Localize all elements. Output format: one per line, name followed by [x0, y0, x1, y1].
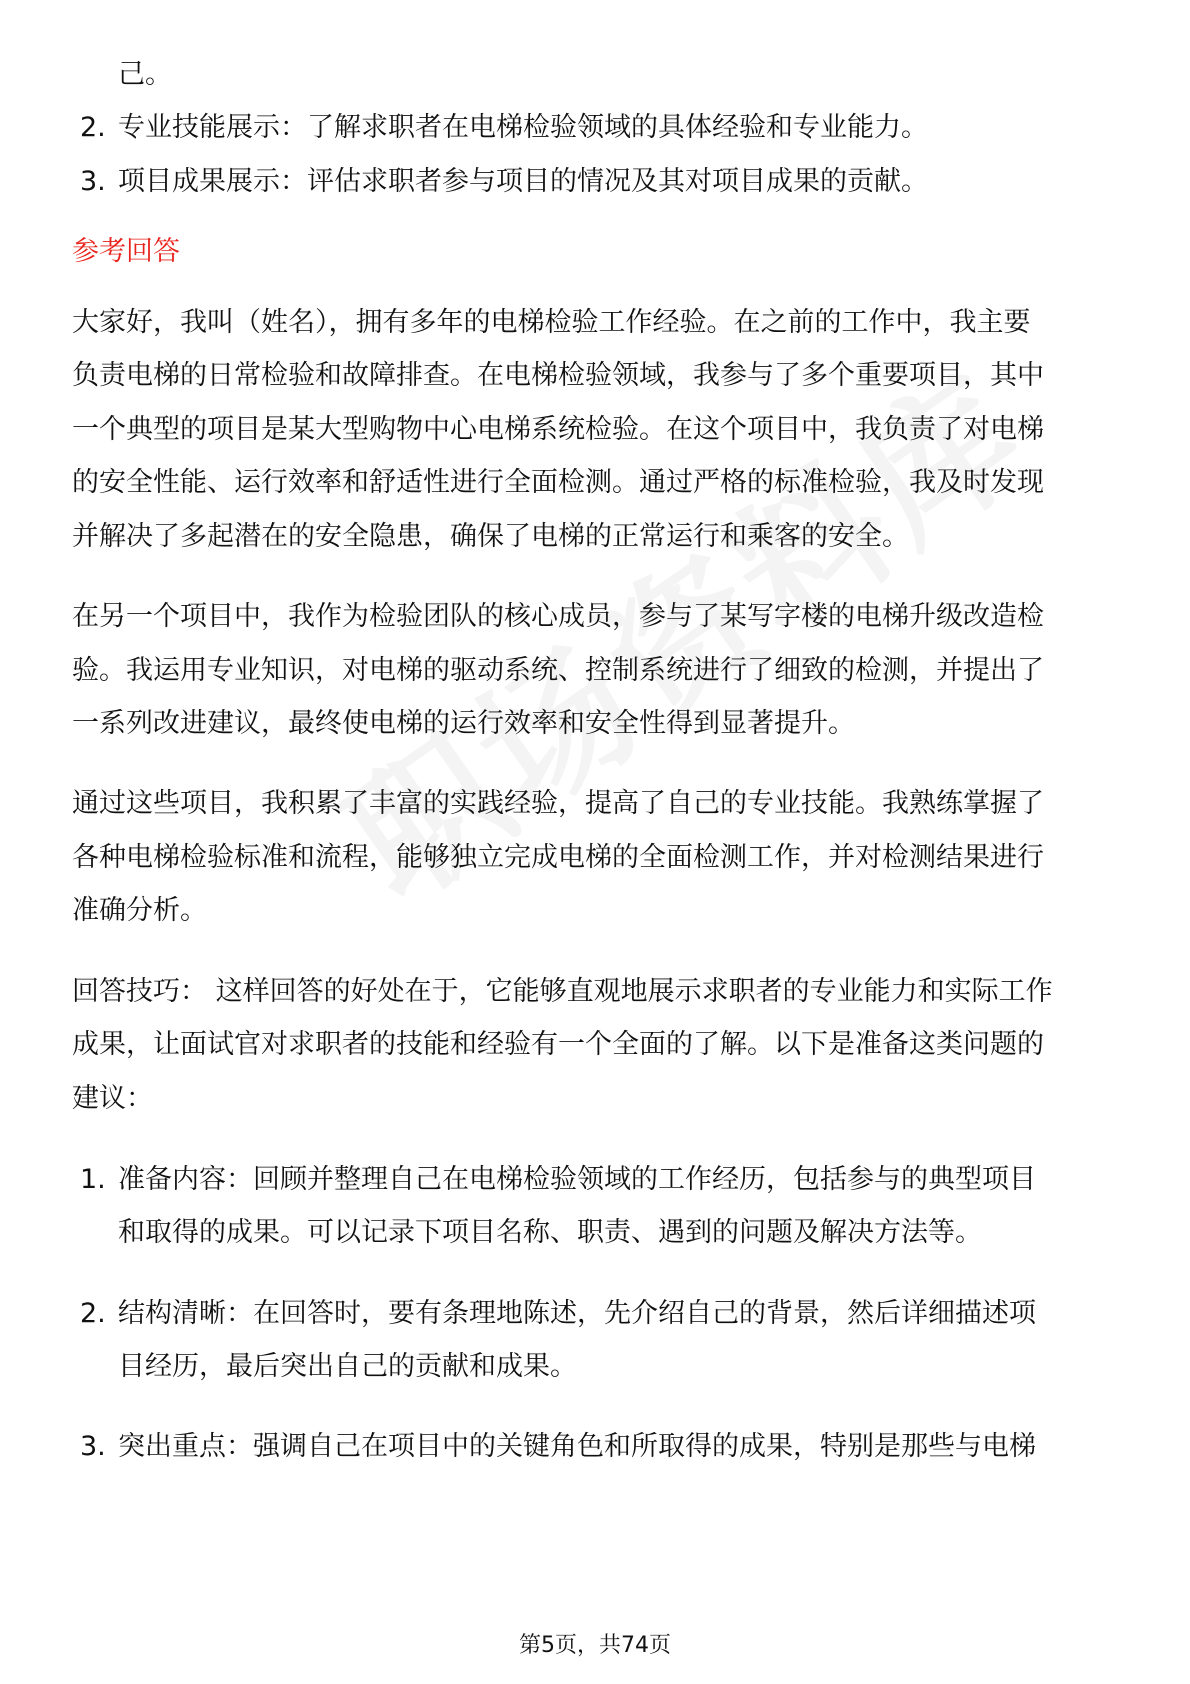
list-number: 1.	[80, 1164, 106, 1195]
paragraph-line: 的安全性能、运行效率和舒适性进行全面检测。通过严格的标准检验，我及时发现	[72, 467, 1044, 498]
paragraph-line: 成果，让面试官对求职者的技能和经验有一个全面的了解。以下是准备这类问题的	[72, 1029, 1044, 1060]
list-number: 3.	[80, 166, 106, 197]
list-number: 2.	[80, 1298, 106, 1329]
paragraph-line: 各种电梯检验标准和流程，能够独立完成电梯的全面检测工作，并对检测结果进行	[72, 842, 1044, 873]
list-item: 专业技能展示：了解求职者在电梯检验领域的具体经验和专业能力。	[118, 112, 928, 143]
list-item-line: 目经历，最后突出自己的贡献和成果。	[118, 1351, 577, 1382]
list-item-line: 突出重点：强调自己在项目中的关键角色和所取得的成果，特别是那些与电梯	[118, 1431, 1036, 1462]
paragraph-line: 并解决了多起潜在的安全隐患，确保了电梯的正常运行和乘客的安全。	[72, 521, 909, 552]
paragraph-line: 准确分析。	[72, 895, 207, 926]
paragraph-line: 大家好，我叫（姓名），拥有多年的电梯检验工作经验。在之前的工作中，我主要	[72, 307, 1031, 338]
list-item-line: 和取得的成果。可以记录下项目名称、职责、遇到的问题及解决方法等。	[118, 1217, 982, 1248]
list-number: 3.	[80, 1431, 106, 1462]
paragraph-line: 验。我运用专业知识，对电梯的驱动系统、控制系统进行了细致的检测，并提出了	[72, 655, 1044, 686]
paragraph-line: 一个典型的项目是某大型购物中心电梯系统检验。在这个项目中，我负责了对电梯	[72, 414, 1044, 445]
paragraph-line: 回答技巧： 这样回答的好处在于，它能够直观地展示求职者的专业能力和实际工作	[72, 976, 1053, 1007]
page-footer: 第5页，共74页	[519, 1633, 671, 1658]
list-item: 项目成果展示：评估求职者参与项目的情况及其对项目成果的贡献。	[118, 166, 928, 197]
paragraph-line: 建议：	[72, 1083, 153, 1114]
reference-heading: 参考回答	[72, 236, 180, 267]
continuation-text: 己。	[118, 59, 172, 90]
paragraph-line: 在另一个项目中，我作为检验团队的核心成员，参与了某写字楼的电梯升级改造检	[72, 601, 1044, 632]
paragraph-line: 通过这些项目，我积累了丰富的实践经验，提高了自己的专业技能。我熟练掌握了	[72, 788, 1044, 819]
list-item-line: 准备内容：回顾并整理自己在电梯检验领域的工作经历，包括参与的典型项目	[118, 1164, 1036, 1195]
list-number: 2.	[80, 112, 106, 143]
paragraph-line: 负责电梯的日常检验和故障排查。在电梯检验领域，我参与了多个重要项目，其中	[72, 360, 1044, 391]
list-item-line: 结构清晰：在回答时，要有条理地陈述，先介绍自己的背景，然后详细描述项	[118, 1298, 1036, 1329]
paragraph-line: 一系列改进建议，最终使电梯的运行效率和安全性得到显著提升。	[72, 708, 855, 739]
